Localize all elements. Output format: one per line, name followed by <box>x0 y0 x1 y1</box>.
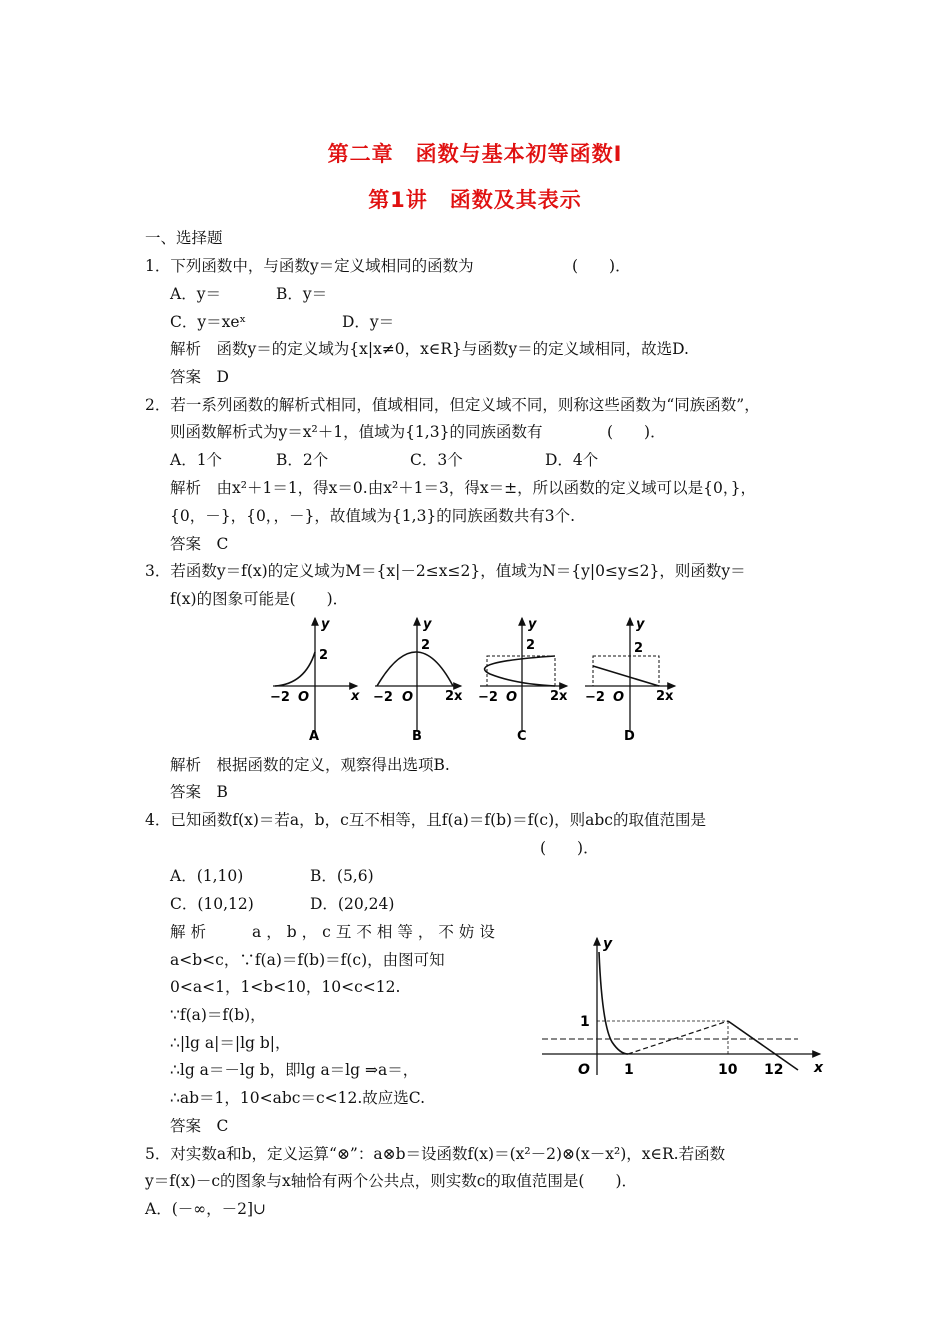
graph-a-two-label: 2 <box>319 648 329 663</box>
graph-b-two-label: 2 <box>421 638 431 653</box>
q2-analysis-line2: {0，－}，{0，，－}，故值域为{1,3}的同族函数共有3个. <box>170 507 576 525</box>
q1-stem: 1．下列函数中，与函数y＝定义域相同的函数为 <box>145 257 474 275</box>
q4-analysis-line7: ∴ab＝1，10<abc＝c<12.故应选C. <box>170 1089 425 1107</box>
graph-a-neg-two-label: −2 <box>270 690 290 705</box>
graph-d <box>585 618 675 730</box>
graph-a-caption: A <box>309 729 320 744</box>
q2-answer: 答案 C <box>170 535 229 553</box>
graph-c-origin-label: O <box>506 690 518 705</box>
graph-d-neg-two-label: −2 <box>585 690 605 705</box>
q3-graphs-figure <box>265 612 685 747</box>
q1-option-c: C．y＝xeˣ <box>170 313 247 331</box>
q4-ten-label: 10 <box>718 1062 738 1078</box>
q4-dashed-segment <box>628 1021 728 1054</box>
q5-line1: 5．对实数a和b，定义运算“⊗”：a⊗b＝设函数f(x)＝(x²－2)⊗(x－x²)，x∈R.若函数 <box>145 1145 726 1163</box>
graph-b-origin-label: O <box>402 690 414 705</box>
q1-paren: ( )． <box>572 257 631 275</box>
q4-analysis-line5: ∴|lg a|＝|lg b|， <box>170 1034 291 1052</box>
graph-b-y-label: y <box>423 617 432 632</box>
q4-twelve-label: 12 <box>764 1062 784 1078</box>
graph-d-two-label: 2 <box>634 641 644 656</box>
q2-line1: 2．若一系列函数的解析式相同，值域相同，但定义域不同，则称这些函数为“同族函数”， <box>145 396 760 414</box>
graph-b-neg-two-label: −2 <box>373 690 393 705</box>
q1-option-a: A．y＝ <box>170 285 221 303</box>
graph-c-two-x-label: 2x <box>550 689 568 704</box>
q5-option-a: A．(－∞，－2]∪ <box>145 1200 267 1218</box>
graph-a-origin-label: O <box>298 690 310 705</box>
q4-analysis-line6: ∴lg a＝－lg b，即lg a＝lg ⇒a＝， <box>170 1061 419 1079</box>
q2-paren: ( )． <box>607 423 666 441</box>
q3-line2: f(x)的图象可能是( )． <box>170 590 349 608</box>
q4-option-a: A．(1,10) <box>170 867 244 885</box>
q4-answer: 答案 C <box>170 1117 229 1135</box>
q4-line-segment <box>728 1021 798 1070</box>
q2-option-b: B．2个 <box>276 451 329 469</box>
q4-one-y-label: 1 <box>580 1014 590 1030</box>
graph-a-y-label: y <box>321 617 330 632</box>
q4-analysis-line3: 0<a<1，1<b<10，10<c<12. <box>170 978 401 996</box>
graph-c-caption: C <box>517 729 527 744</box>
graph-a <box>273 618 357 730</box>
graph-c-y-label: y <box>528 617 537 632</box>
q5-line2: y＝f(x)－c的图象与x轴恰有两个公共点，则实数c的取值范围是( )． <box>145 1172 638 1190</box>
q2-option-a: A．1个 <box>170 451 223 469</box>
q1-option-d: D．y＝ <box>342 313 395 331</box>
q4-analysis-line1: 解析 a，b，c互不相等，不妨设 <box>170 923 500 941</box>
graph-d-caption: D <box>624 729 635 744</box>
q2-option-d: D．4个 <box>545 451 599 469</box>
chapter-title: 第二章 函数与基本初等函数Ⅰ <box>327 142 623 166</box>
graph-d-y-label: y <box>636 617 645 632</box>
lesson-title: 第1讲 函数及其表示 <box>368 188 582 212</box>
graph-d-two-x-label: 2x <box>656 689 674 704</box>
q2-line2: 则函数解析式为y＝x²＋1，值域为{1,3}的同族函数有 <box>170 423 543 441</box>
q4-analysis-line4: ∵f(a)＝f(b)， <box>170 1006 266 1024</box>
graph-d-origin-label: O <box>613 690 625 705</box>
graph-c-two-label: 2 <box>526 638 536 653</box>
q4-graph-figure <box>540 930 840 1080</box>
q4-stem: 4．已知函数f(x)＝若a，b，c互不相等，且f(a)＝f(b)＝f(c)，则abc的取值范围是 <box>145 811 706 829</box>
q4-option-c: C．(10,12) <box>170 895 254 913</box>
q4-one-label: 1 <box>624 1062 634 1078</box>
q1-answer: 答案 D <box>170 368 229 386</box>
q4-option-b: B．(5,6) <box>310 867 374 885</box>
q3-answer: 答案 B <box>170 783 228 801</box>
graph-a-x-label: x <box>351 689 360 704</box>
q3-line1: 3．若函数y＝f(x)的定义域为M＝{x|－2≤x≤2}，值域为N＝{y|0≤y≤2}，则函数y＝ <box>145 562 746 580</box>
q4-x-label: x <box>814 1060 824 1076</box>
q2-option-c: C．3个 <box>410 451 463 469</box>
graph-c-neg-two-label: −2 <box>478 690 498 705</box>
q4-origin-label: O <box>578 1062 590 1078</box>
section-heading: 一、选择题 <box>145 229 223 247</box>
q1-analysis: 解析 函数y＝的定义域为{x|x≠0，x∈R}与函数y＝的定义域相同，故选D. <box>170 340 689 358</box>
q3-analysis: 解析 根据函数的定义，观察得出选项B. <box>170 756 450 774</box>
graph-b <box>375 618 461 730</box>
graph-b-caption: B <box>412 729 422 744</box>
graph-b-two-x-label: 2x <box>445 689 463 704</box>
q4-analysis-line2: a<b<c，∵f(a)＝f(b)＝f(c)，由图可知 <box>170 951 445 969</box>
q1-option-b: B．y＝ <box>276 285 328 303</box>
q4-option-d: D．(20,24) <box>310 895 395 913</box>
q2-analysis-line1: 解析 由x²＋1＝1，得x＝0.由x²＋1＝3，得x＝±，所以函数的定义域可以是{0，}， <box>170 479 756 497</box>
graph-c <box>480 618 567 730</box>
q4-paren: ( )． <box>540 839 599 857</box>
q4-y-label: y <box>603 936 613 952</box>
